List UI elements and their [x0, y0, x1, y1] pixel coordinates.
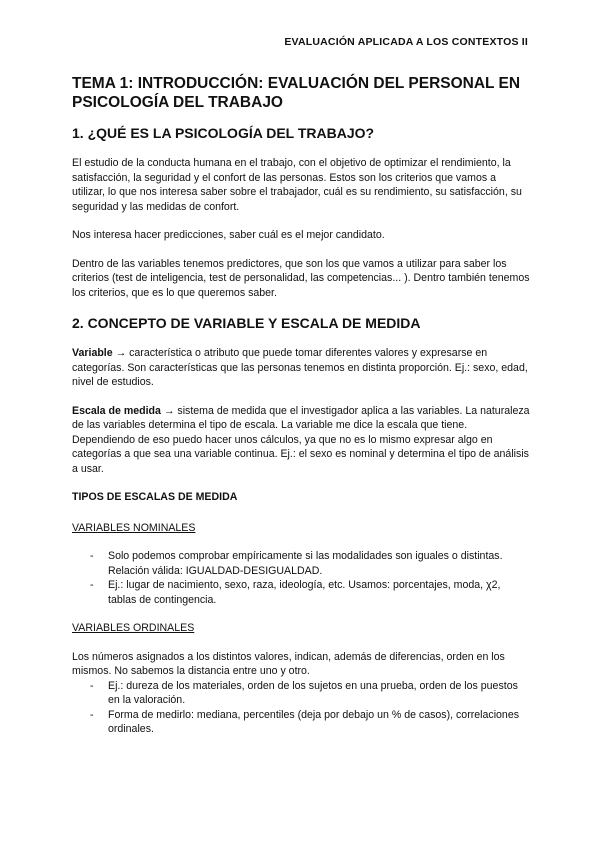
section1-heading: 1. ¿QUÉ ES LA PSICOLOGÍA DEL TRABAJO? [72, 125, 375, 141]
document-body [72, 124, 530, 751]
tipos-escalas-heading: TIPOS DE ESCALAS DE MEDIDA [72, 491, 238, 503]
variable-definition [72, 346, 530, 390]
ordinales-intro: Los números asignados a los distintos valores, indican, además de diferencias, orden en los mismos. No sabemos la distancia entre uno y otro. [72, 650, 505, 677]
list-item: - Solo podemos comprobar empíricamente si las modalidades son iguales o distintas. Relación válida: IGUALDAD-DESIGUALDAD. [72, 549, 530, 578]
list-item: - Ej.: lugar de nacimiento, sexo, raza, ideología, etc. Usamos: porcentajes, moda, χ2, tablas de contingencia. [72, 578, 530, 607]
nominales-list [72, 549, 530, 607]
ordinales-list [72, 679, 530, 737]
escala-definition-text: → sistema de medida que el investigador aplica a las variables. La naturaleza de las variables determina el tipo de escala. La variable me dice la escala que tiene. Dependiendo de eso puedo hacer unos cálculos, ya que no es lo mismo expresar algo en categorías a que sea una variable continua. Ej.: el sexo es nominal y determina el tipo de análisis a usar. [72, 404, 530, 475]
section1-paragraph-2: Nos interesa hacer predicciones, saber cuál es el mejor candidato. [72, 229, 385, 241]
variable-definition-text: → característica o atributo que puede tomar diferentes valores y expresarse en categorías. Son características que las personas tenemos en distinta proporción. Ej.: sexo, edad, nivel de estudios. [72, 347, 528, 388]
escala-definition [72, 404, 530, 477]
section1-paragraph-1: El estudio de la conducta humana en el trabajo, con el objetivo de optimizar el rendimiento, la satisfacción, la seguridad y el confort de las personas. Estos son los criterios que vamos a utilizar, lo que nos interesa saber sobre el trabajador, cuál es su rendimiento, su satisfacción, su seguridad y las medidas de confort. [72, 157, 522, 213]
list-item: - Forma de medirlo: mediana, percentiles (deja por debajo un % de casos), correlaciones ordinales. [72, 708, 530, 737]
escala-term: Escala de medida [72, 404, 161, 417]
variable-term: Variable [72, 347, 113, 359]
ordinales-heading: VARIABLES ORDINALES [72, 622, 195, 634]
document-title: TEMA 1: INTRODUCCIÓN: EVALUACIÓN DEL PERSONAL EN PSICOLOGÍA DEL TRABAJO [72, 75, 521, 111]
running-header: EVALUACIÓN APLICADA A LOS CONTEXTOS II [284, 36, 528, 48]
nominales-heading: VARIABLES NOMINALES [72, 521, 196, 534]
list-item: - Ej.: dureza de los materiales, orden de los sujetos en una prueba, orden de los puestos en la valoración. [72, 679, 530, 708]
section1-paragraph-3: Dentro de las variables tenemos predictores, que son los que vamos a utilizar para saber los criterios (test de inteligencia, test de personalidad, las competencias... ). Dentro también tenemos los criterios, que es lo que queremos saber. [72, 257, 530, 299]
section2-heading: 2. CONCEPTO DE VARIABLE Y ESCALA DE MEDIDA [72, 315, 421, 331]
